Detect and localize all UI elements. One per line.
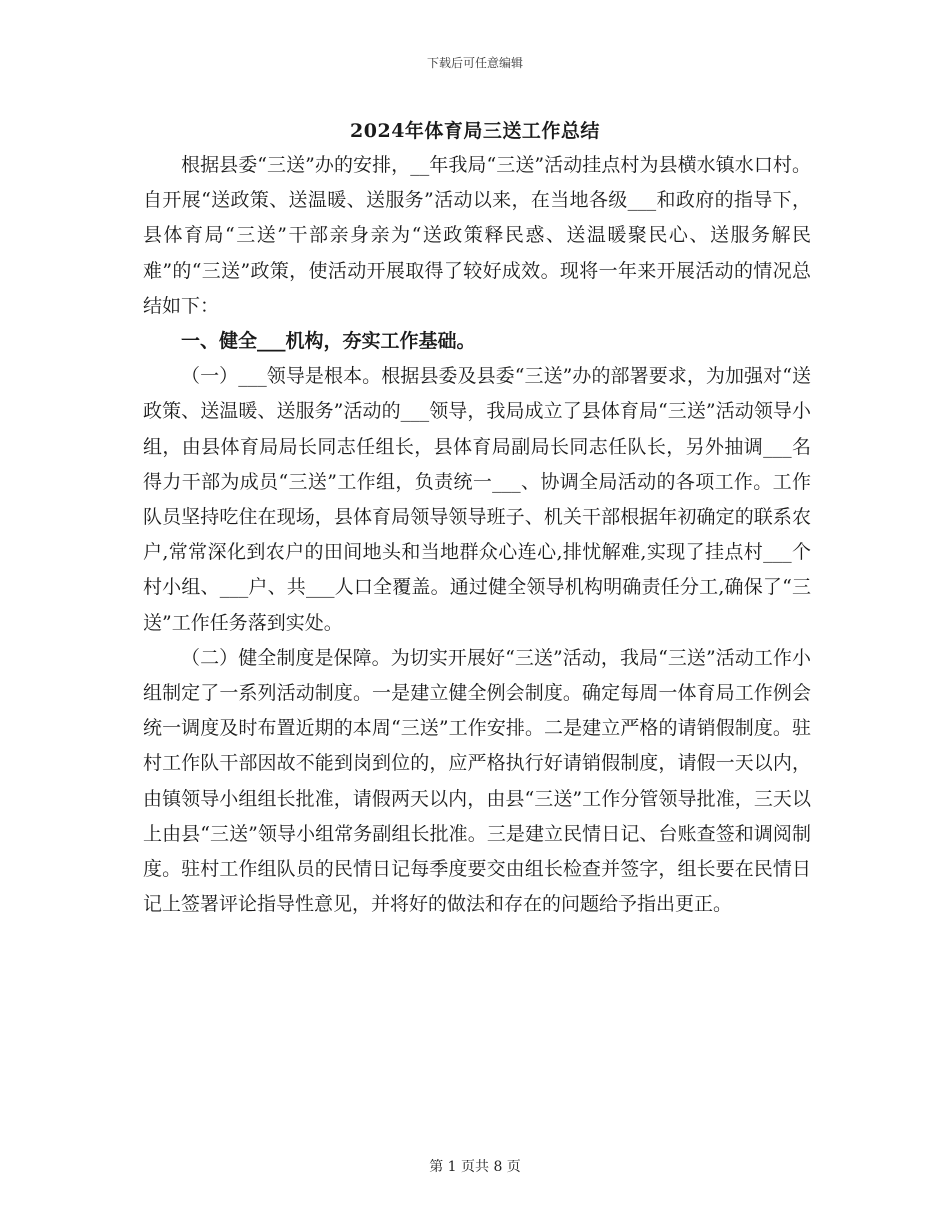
header-note: 下载后可任意编辑 xyxy=(426,56,523,70)
body-paragraph: （二）健全制度是保障。为切实开展好“三送”活动，我局“三送”活动工作小组制定了一系列活动制度。一是建立健全例会制度。确定每周一体育局工作例会统一调度及时布置近期的本周“三送”工作安排。二是建立严格的请销假制度。驻村工作队干部因故不能到岗到位的，应严格执行好请销假制度，请假一天以内，由镇领导小组组长批准，请假两天以内，由县“三送”工作分管领导批准，三天以上由县“三送”领导小组常务副组长批准。三是建立民情日记、台账查签和调阅制度。驻村工作组队员的民情日记每季度要交由组长检查并签字，组长要在民情日记上签署评论指导性意见，并将好的做法和存在的问题给予指出更正。 xyxy=(143,646,811,916)
page-footer: 第 1 页共 8 页 xyxy=(429,1159,521,1175)
body-paragraph: （一）___领导是根本。根据县委及县委“三送”办的部署要求，为加强对“送政策、送温暖、送服务”活动的___领导，我局成立了县体育局“三送”活动领导小组，由县体育局局长同志任组长，县体育局副局长同志任队长，另外抽调___名得力干部为成员“三送”工作组，负责统一___、协调全局活动的各项工作。工作队员坚持吃住在现场，县体育局领导领导班子、机关干部根据年初确定的联系农户,常常深化到农户的田间地头和当地群众心连心,排忧解难,实现了挂点村___个村小组、___户、共___人口全覆盖。通过健全领导机构明确责任分工,确保了“三送”工作任务落到实处。 xyxy=(143,365,811,634)
document-title: 2024年体育局三送工作总结 xyxy=(350,120,600,142)
intro-paragraph: 根据县委“三送”办的安排，__年我局“三送”活动挂点村为县横水镇水口村。自开展“送政策、送温暖、送服务”活动以来，在当地各级___和政府的指导下，县体育局“三送”干部亲身亲为“送政策释民惑、送温暖聚民心、送服务解民难”的“三送”政策，使活动开展取得了较好成效。现将一年来开展活动的情况总结如下： xyxy=(143,154,811,317)
section-heading: 一、健全___机构，夯实工作基础。 xyxy=(181,330,476,353)
document-body xyxy=(143,148,811,922)
